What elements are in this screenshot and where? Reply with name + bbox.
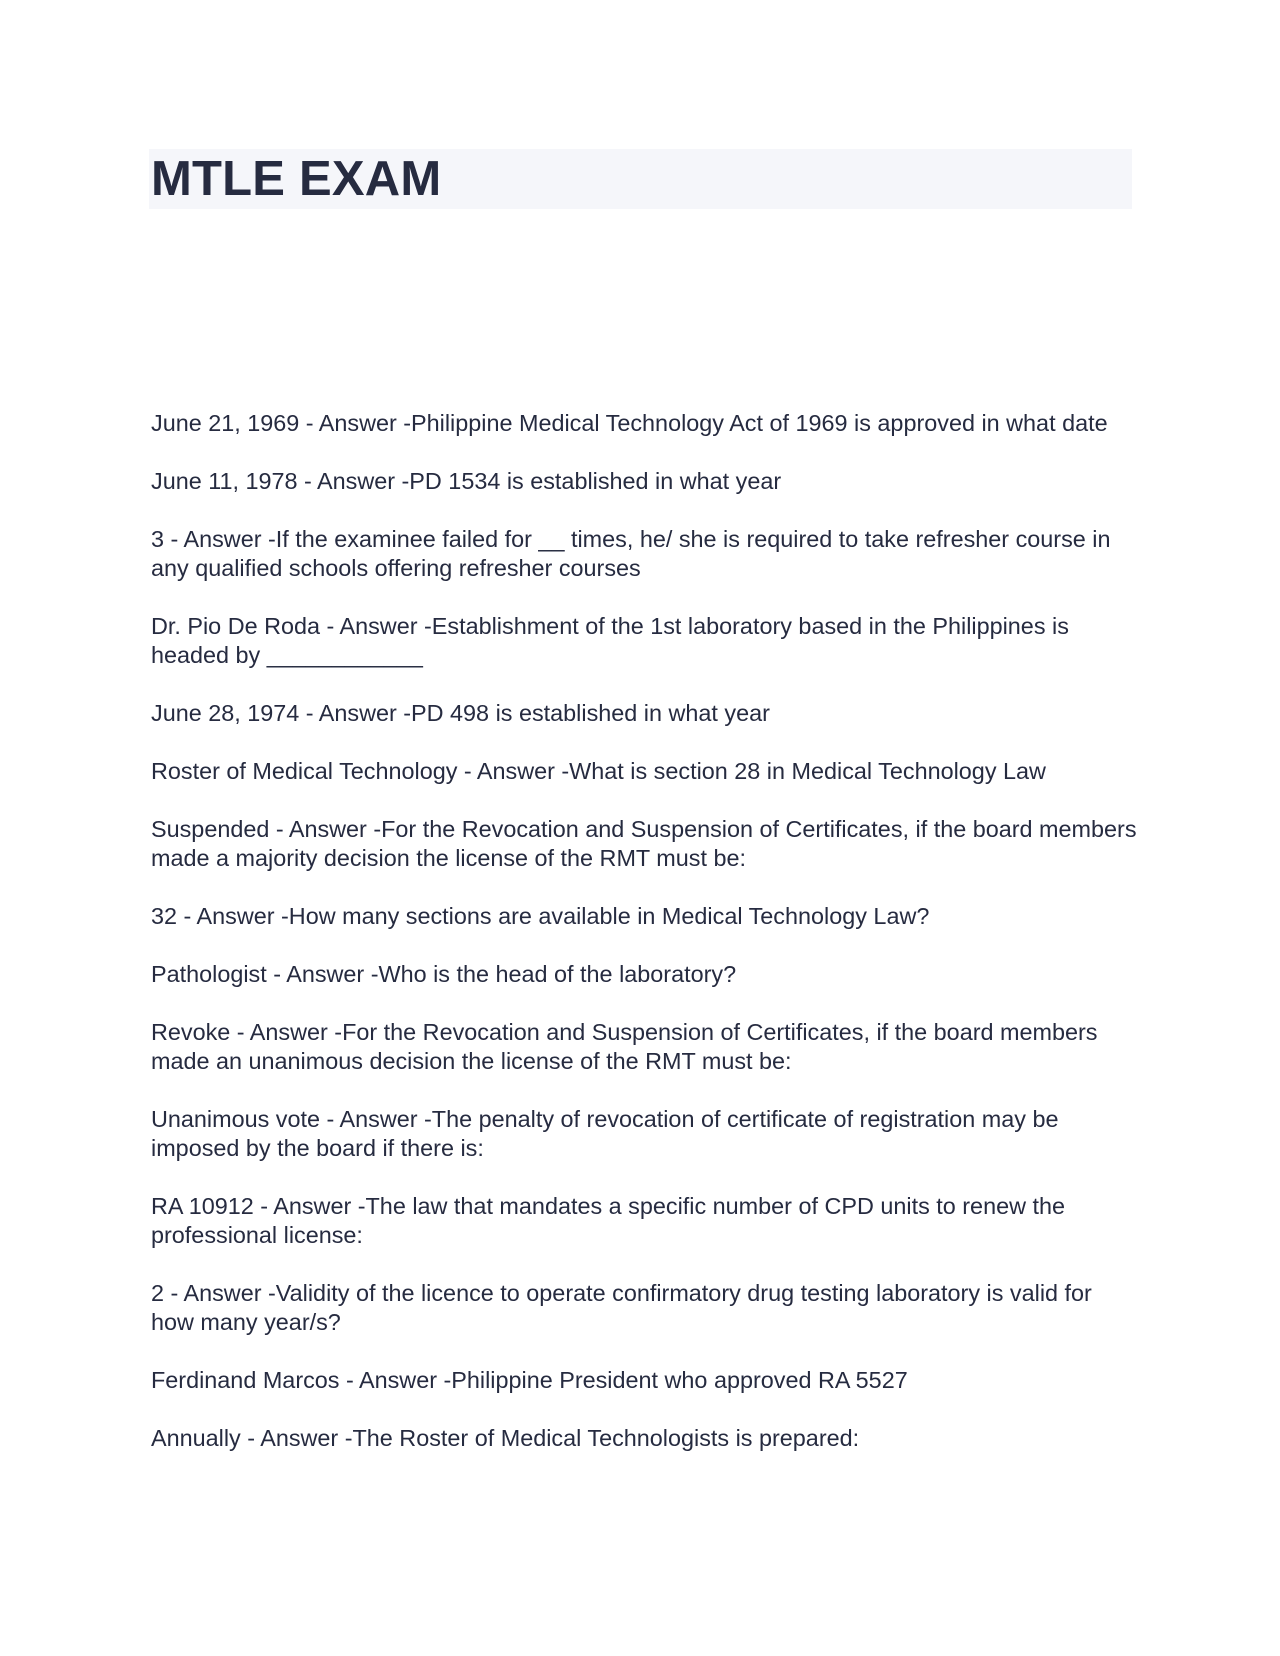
qa-item: Unanimous vote - Answer -The penalty of revocation of certificate of registration may be imposed by the board if there is: xyxy=(151,1106,1059,1161)
document-title: MTLE EXAM xyxy=(151,152,442,206)
qa-item: RA 10912 - Answer -The law that mandates a specific number of CPD units to renew the professional license: xyxy=(151,1193,1065,1248)
qa-item: Revoke - Answer -For the Revocation and Suspension of Certificates, if the board members made an unanimous decision the license of the RMT must be: xyxy=(151,1019,1098,1074)
qa-item: Pathologist - Answer -Who is the head of the laboratory? xyxy=(151,961,737,987)
qa-item: Annually - Answer -The Roster of Medical Technologists is prepared: xyxy=(151,1425,860,1451)
qa-item: Suspended - Answer -For the Revocation and Suspension of Certificates, if the board members made a majority decision the license of the RMT must be: xyxy=(151,816,1137,871)
qa-item: Dr. Pio De Roda - Answer -Establishment of the 1st laboratory based in the Philippines is headed by ____________ xyxy=(151,613,1069,668)
qa-item: 2 - Answer -Validity of the licence to operate confirmatory drug testing laboratory is valid for how many year/s? xyxy=(151,1280,1092,1335)
qa-item: Roster of Medical Technology - Answer -What is section 28 in Medical Technology Law xyxy=(151,758,1046,784)
qa-list xyxy=(151,409,1141,1482)
qa-item: June 21, 1969 - Answer -Philippine Medical Technology Act of 1969 is approved in what date xyxy=(151,410,1108,436)
qa-item: June 11, 1978 - Answer -PD 1534 is established in what year xyxy=(151,468,782,494)
qa-item: June 28, 1974 - Answer -PD 498 is established in what year xyxy=(151,700,770,726)
qa-item: 32 - Answer -How many sections are available in Medical Technology Law? xyxy=(151,903,930,929)
qa-item: Ferdinand Marcos - Answer -Philippine President who approved RA 5527 xyxy=(151,1367,908,1393)
qa-item: 3 - Answer -If the examinee failed for __ times, he/ she is required to take refresher course in any qualified schools offering refresher courses xyxy=(151,526,1111,581)
